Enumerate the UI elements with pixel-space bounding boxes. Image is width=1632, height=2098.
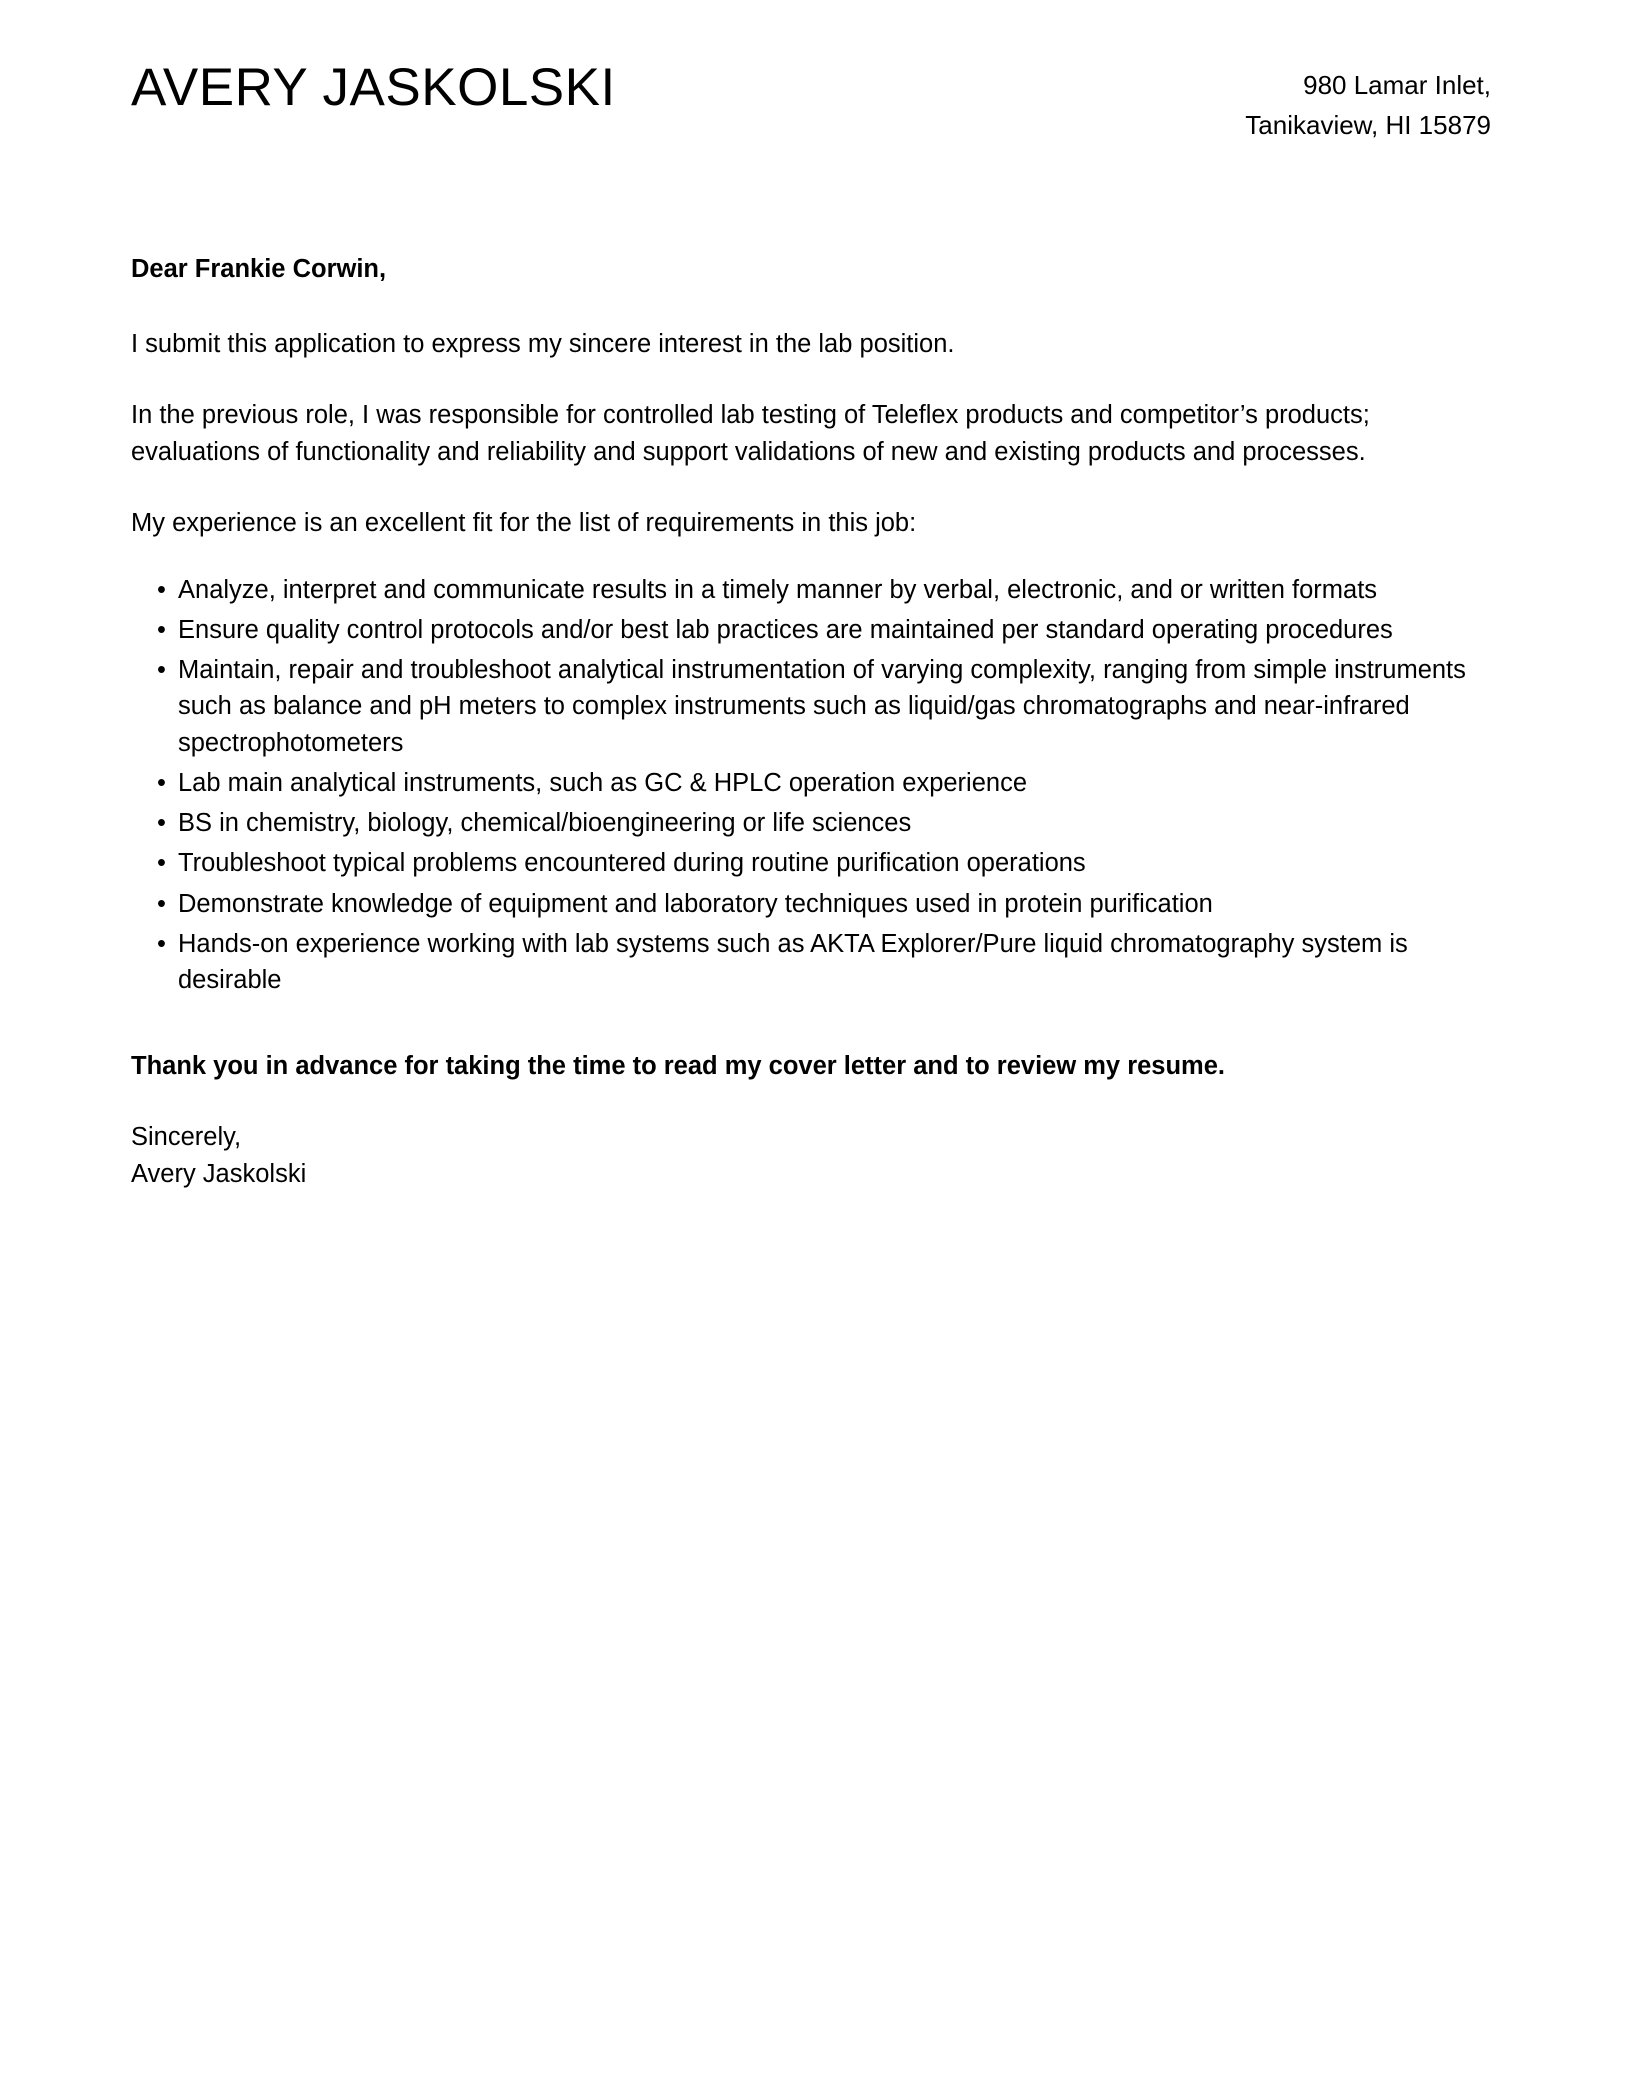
signoff-text: Sincerely, bbox=[131, 1123, 242, 1152]
list-item: • Maintain, repair and troubleshoot analytical instrumentation of varying complexity, ranging from simple instruments such as balance and pH meters to complex instruments such as liquid/gas chromatographs and near-infrared spectrophotometers bbox=[131, 652, 1491, 761]
address-line-street: 980 Lamar Inlet, bbox=[1303, 70, 1491, 100]
letter-header bbox=[131, 0, 1491, 145]
requirements-list bbox=[131, 572, 1491, 998]
letter-content-area bbox=[131, 0, 1491, 1193]
salutation: Dear Frankie Corwin, bbox=[131, 255, 387, 284]
list-item: • Ensure quality control protocols and/or best lab practices are maintained per standard operating procedures bbox=[131, 612, 1491, 648]
intro-paragraph: I submit this application to express my sincere interest in the lab position. bbox=[131, 330, 955, 358]
signature-name: Avery Jaskolski bbox=[131, 1160, 307, 1189]
closing-statement: Thank you in advance for taking the time to read my cover letter and to review my resume. bbox=[131, 1052, 1225, 1081]
applicant-address-block bbox=[1245, 58, 1491, 145]
list-item: • Analyze, interpret and communicate results in a timely manner by verbal, electronic, and or written formats bbox=[131, 572, 1491, 608]
applicant-name-heading: AVERY JASKOLSKI bbox=[131, 58, 616, 117]
address-line-city-state-zip: Tanikaview, HI 15879 bbox=[1245, 109, 1491, 140]
list-item: • Hands-on experience working with lab systems such as AKTA Explorer/Pure liquid chromatography system is desirable bbox=[131, 926, 1491, 998]
list-item: • Lab main analytical instruments, such as GC & HPLC operation experience bbox=[131, 765, 1491, 801]
list-item: • BS in chemistry, biology, chemical/bioengineering or life sciences bbox=[131, 805, 1491, 841]
letter-body bbox=[131, 251, 1491, 1193]
signature-block bbox=[131, 1119, 1491, 1193]
experience-paragraph: In the previous role, I was responsible for controlled lab testing of Teleflex products and competitor’s products; evaluations of functionality and reliability and support validations of new and existing products and processes. bbox=[131, 400, 1370, 466]
requirements-intro-paragraph: My experience is an excellent fit for the list of requirements in this job: bbox=[131, 508, 917, 537]
list-item: • Troubleshoot typical problems encountered during routine purification operations bbox=[131, 845, 1491, 881]
list-item: • Demonstrate knowledge of equipment and laboratory techniques used in protein purification bbox=[131, 886, 1491, 922]
